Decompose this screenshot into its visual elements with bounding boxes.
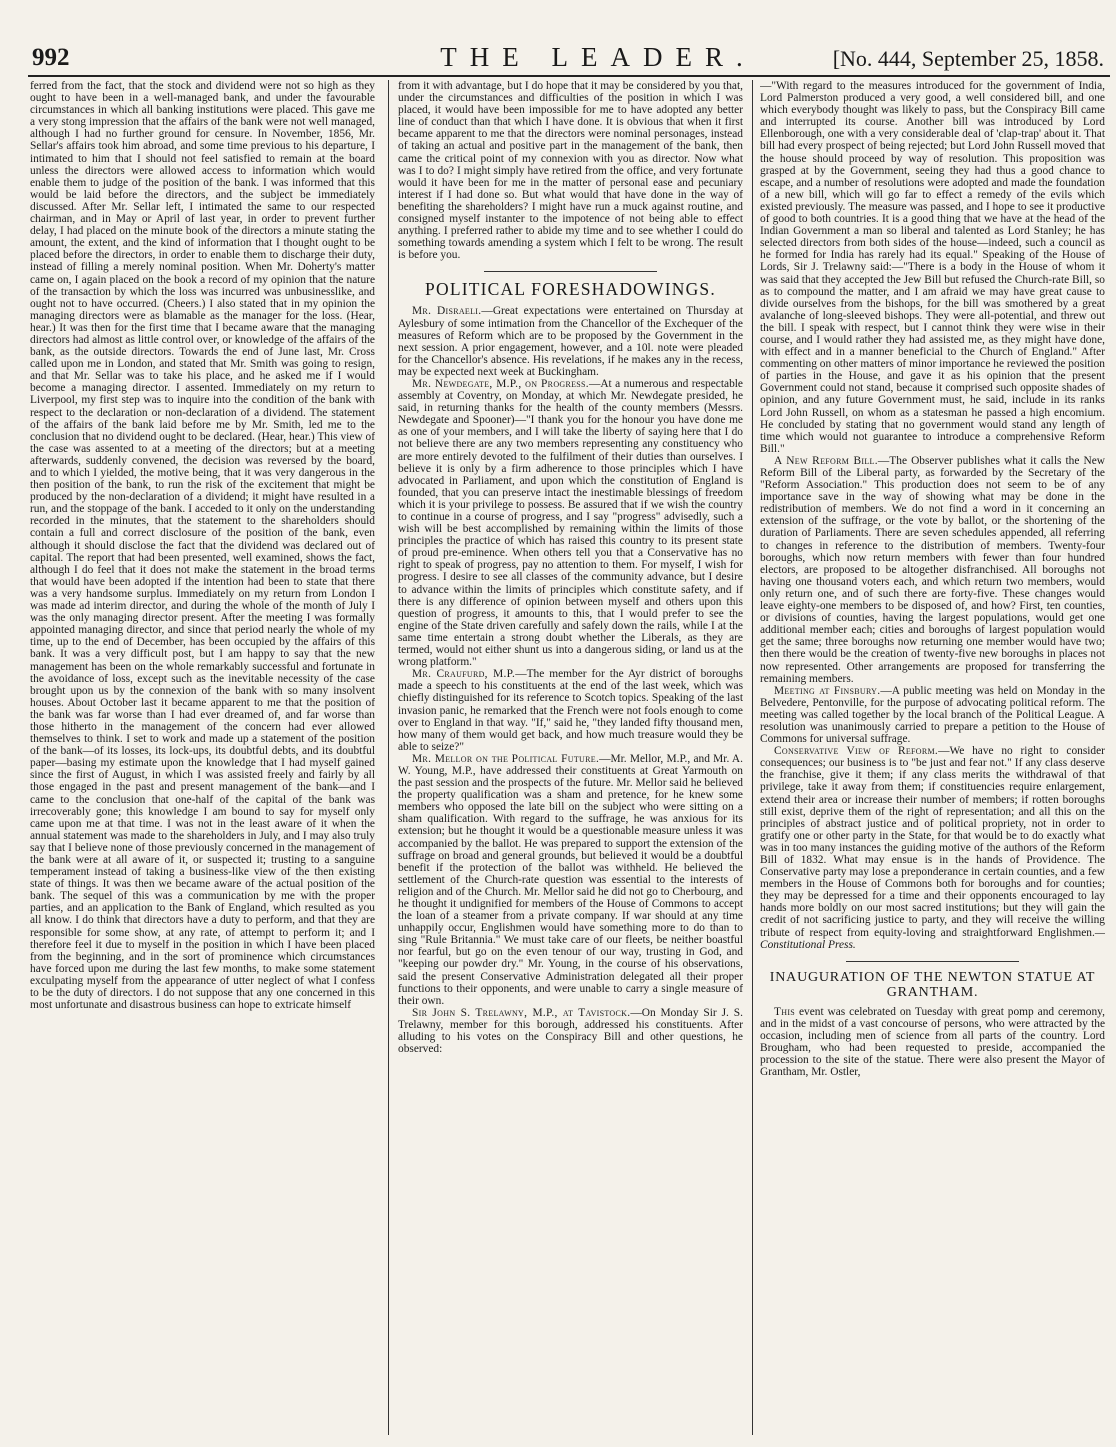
section-heading: INAUGURATION OF THE NEWTON STATUE AT GRANTHAM. xyxy=(769,969,1096,1000)
paragraph-text: —We have no right to consider consequences; our business is to "be just and fear not." If any class deserve the franchise, give it them; if any class merits the withdrawal of that privilege, take it away from them; if constituencies require enlargement, extend their area or increase their number of members; if rotten boroughs still exist, deprive them of the right of representation; and all this on the principles of abstract justice and of political propriety, not in order to gratify one or other party in the State, for that would be to do exactly what was in too many instances the guiding motive of the authors of the Reform Bill of 1832. What may ensue is in the hands of Providence. The Conservative party may lose a preponderance in certain counties, and a few members in the House of Commons both for boroughs and for counties; they may be depressed for a time and their opponents encouraged to lay hands more boldly on our most sacred institutions; but they will gain the credit of not sacrificing justice to party, and they will receive the willing tribute of respect from equity-loving and straightforward Englishmen. xyxy=(760,745,1105,939)
issue-info: [No. 444, September 25, 1858. xyxy=(832,46,1104,71)
paragraph-lead: Conservative View of Reform. xyxy=(774,745,939,758)
paragraph-lead: A New Reform Bill. xyxy=(774,454,878,467)
page-number: 992 xyxy=(32,44,70,71)
article-paragraph xyxy=(398,305,743,378)
body-paragraph: from it with advantage, but I do hope that it may be considered by you that, under the circumstances and difficulties of the position in which I was placed, it would have been impossible for me to have adopted any better line of conduct than that which I have done. It is obvious that when it first became apparent to me that the directors were nominal personages, instead of taking an actual and positive part in the management of the bank, then came the critical point of my connexion with you as director. Now what was I to do? I might simply have retired from the office, and very fortunate would it have been for me in the matter of personal ease and pecuniary interest if I had done so. But what would that have done in the way of benefiting the shareholders? I might have run a muck against routine, and consigned myself instanter to the impotence of not being able to effect anything. I preferred rather to abide my time and to see whether I could do something towards amending a system which I felt to be wrong. The result is before you. xyxy=(398,80,743,262)
section-heading: POLITICAL FORESHADOWINGS. xyxy=(425,279,716,300)
paragraph-lead: Mr. Newdegate, M.P., on Progress. xyxy=(412,377,589,390)
paragraph-lead: Mr. Disraeli. xyxy=(412,305,482,318)
paragraph-text: —Mr. Mellor, M.P., and Mr. A. W. Young, M.P., have addressed their constituents at Great Yarmouth on the past session and the prospects of the future. Mr. Mellor said he believed the property qualification was a sham and pretence, for he knew some members who opposed the late bill on the subject who were sitting on a sham qualification. With regard to the suffrage, he was anxious for its extension; but he thought it would be a questionable measure unless it was accompanied by the ballot. He was prepared to support the extension of the suffrage on broad and general grounds, but believed it would be a doubtful benefit if the protection of the ballot was withheld. He believed the settlement of the Church-rate question was essential to the interests of religion and of the Church. Mr. Mellor said he did not go to Cherbourg, and he thought it undignified for members of the House of Commons to accept the loan of a steamer from a private company. If war should at any time unhappily occur, Englishmen would have something more to do than to sing "Rule Britannia." We must take care of our fleets, be neither boastful nor fearful, but go on the even tenour of our way, trusting in God, and "keeping our powder dry." Mr. Young, in the course of his observations, said the present Conservative Administration delegated all their proper functions to their opponents, and were unable to carry a single measure of their own. xyxy=(398,752,743,1007)
article-paragraph xyxy=(760,745,1105,951)
paragraph-lead: Mr. Craufurd, M.P. xyxy=(412,668,516,681)
article-paragraph xyxy=(398,753,743,1007)
paragraph-text: —A public meeting was held on Monday in the Belvedere, Pentonville, for the purpose of advocating political reform. The meeting was called together by the local branch of the Political League. A resolution was unanimously carried to prepare a petition to the House of Commons for universal suffrage. xyxy=(760,684,1105,746)
page-header xyxy=(28,40,1108,74)
paragraph-lead: This xyxy=(774,1005,796,1018)
article-paragraph xyxy=(760,455,1105,685)
body-paragraph: ferred from the fact, that the stock and dividend were not so high as they ought to have been in a well-managed bank, and under the favourable circumstances in which all banking institutions were placed. This gave me a very stong impression that the affairs of the bank were not well managed, although I had no further ground for censure. In November, 1856, Mr. Sellar's affairs took him abroad, and some time previous to his departure, I intimated to him that I should not feel satisfied to remain at the board unless the directors were allowed access to information which would enable them to judge of the position of the bank. I was informed that this would be laid before the directors, and the subject be immediately discussed. After Mr. Sellar left, I intimated the same to our respected chairman, and in May or April of last year, in order to prevent further delay, I had placed on the minute book of the directors a minute stating the amount, the extent, and the kind of information that I thought ought to be placed before the directors, in order to enable them to discharge their duty, instead of filling a merely nominal position. When Mr. Doherty's matter came on, I again placed on the book a record of my opinion that the nature of the transaction by which the loss was incurred was unbusinesslike, and ought not to have occurred. (Cheers.) I also stated that in my opinion the managing directors were as blamable as the manager for the loss. (Hear, hear.) It was then for the first time that I became aware that the managing directors had almost as little control over, or knowledge of the affairs of the bank, as the outside directors. Towards the end of June last, Mr. Cross called upon me in London, and stated that Mr. Smith was going to resign, and that Mr. Sellar was to take his place, and he asked me if I would become a managing director. I assented. Immediately on my return to Liverpool, my first step was to inquire into the condition of the bank with respect to the declaration or non-declaration of a dividend. The statement of the affairs of the bank laid before me by Mr. Smith, led me to the conclusion that no dividend ought to be declared. (Hear, hear.) This view of the case was assented to at a meeting of the directors; but at a meeting afterwards, suddenly convened, the decision was reversed by the board, and to which I yielded, the motive being, that it was very dangerous in the then position of the bank, to run the risk of the excitement that might be produced by the non-declaration of a dividend; it might have resulted in a run, and the stoppage of the bank. I acceded to it only on the understanding recorded in the minutes, that the statement to the shareholders should contain a full and correct disclosure of the position of the bank, even although it should disclose the fact that the dividend was declared out of capital. The report that had been presented, well examined, shows the fact, although I do feel that it does not make the statement in the broad terms that would have been adopted if the intention had been to state that there was a very handsome surplus. Immediately on my return from London I was made ad interim director, and during the whole of the month of July I was the only managing director present. After the meeting I was formally appointed managing director, and since that period nearly the whole of my time, up to the end of December, has been occupied by the affairs of this bank. It was a very difficult post, but I am happy to say that the new management has been on the whole remarkably successful and fortunate in the avoidance of loss, except such as the inevitable necessity of the case brought upon us by the connexion of the bank with so many insolvent houses. About October last it became apparent to me that the position of the bank was far worse than I had ever dreamed of, and far worse than those hitherto in the management of the concern had ever allowed themselves to think. I set to work and made up a statement of the position of the bank—of its losses, its lock-ups, its doubtful debts, and its doubtful paper—basing my estimate upon the knowledge that I had myself gained since the first of August, in which I was assisted freely and fairly by all those engaged in the past and present management of the bank—and I came to the conclusion that one-half of the capital of the bank was irrecoverably gone; this knowledge I am bound to say for myself only came upon me at that time. I was not in the least aware of it when the annual statement was made to the shareholders in July, and I may also truly say that I believe none of those previously concerned in the management of the bank were at all aware of it, or suspected it; trusting to a sanguine temperament instead of taking a business-like view of the then existing state of things. It was then we became aware of the actual position of the bank. The sequel of this was a communication by me with the proper parties, and an application to the Bank of England, which resulted as you all know. I do think that directors have a duty to perform, and that they are responsible for some show, at any rate, of attempt to perform it; and I therefore feel it due to myself in the position in which I have been placed from the beginning, and in the sort of prominence which circumstances have forced upon me during the last few months, to make some statement exculpating myself from the appearance of utter neglect of what I confess to be the duty of directors. I do not suppose that any one concerned in this most unfortunate and disastrous business can hope to extricate himself xyxy=(30,80,375,1012)
section-rule xyxy=(484,271,657,272)
column-3 xyxy=(760,80,1105,1440)
paragraph-text: —On Monday Sir J. S. Trelawny, member for this borough, addressed his constituents. After alluding to his votes on the Conspiracy Bill and other questions, he observed: xyxy=(398,1006,743,1056)
newspaper-title: THE LEADER. xyxy=(440,42,756,72)
paragraph-text: event was celebrated on Tuesday with great pomp and ceremony, and in the midst of a vast concourse of persons, who were attracted by the occasion, including men of science from all parts of the country. Lord Brougham, who had been requested to preside, accompanied the procession to the site of the statue. There were also present the Mayor of Grantham, Mr. Ostler, xyxy=(760,1005,1105,1079)
article-paragraph xyxy=(760,1006,1105,1079)
article-paragraph xyxy=(398,1007,743,1055)
body-paragraph: —"With regard to the measures introduced for the government of India, Lord Palmerston produced a very good, a well considered bill, and one which everybody thought was likely to pass, but the Conspiracy Bill came and interrupted its course. Another bill was introduced by Lord Ellenborough, one with a very considerable deal of 'clap-trap' about it. That bill had every prospect of being rejected; but Lord John Russell moved that the house should proceed by way of resolution. This proposition was grasped at by the Government, seeing they had thus a good chance to escape, and a number of resolutions were adopted and made the foundation of a new bill, which will go far to effect a remedy of the evils which existed previously. The measure was passed, and I hope to see it productive of good to both countries. It is a good thing that we have at the head of the Indian Government a man so liberal and talented as Lord Stanley; he has selected directors from both sides of the house—indeed, such a council as he formed for India has rarely had its equal." Speaking of the House of Lords, Sir J. Trelawny said:—"There is a body in the House of whom it was said that they accepted the Jew Bill but refused the Church-rate Bill, so as to compound the matter, and I am afraid we may have great cause to divide ourselves from the bishops, for the bill was smothered by a great avalanche of long-sleeved bishops. They were all-potential, and threw out the bill. I speak with respect, but I cannot think they were wise in their course, and I would rather they had assisted me, as they might have done, with effect and in a manner beneficial to the Church of England." After commenting on other matters of minor importance he reviewed the position of parties in the House, and gave it as his opinion that the present Government could not stand, because it comprised such opposite shades of opinion, and any future Government must, he said, include in its ranks Lord John Russell, on whom as a statesman he passed a high encomium. He concluded by stating that no government would stand any length of time which would not guarantee to introduce a comprehensive Reform Bill." xyxy=(760,80,1105,455)
column-divider xyxy=(388,80,389,1435)
paragraph-lead: Mr. Mellor on the Political Future. xyxy=(412,752,600,765)
article-paragraph xyxy=(398,668,743,753)
paragraph-text: —Great expectations were entertained on Thursday at Aylesbury of some intimation from the Chancellor of the Exchequer of the measures of Reform which are to be proposed by the Government in the next session. A prior engagement, however, and a 10l. note were pleaded for the Chancellor's absence. His revelations, if he makes any in the recess, may be expected next week at Buckingham. xyxy=(398,305,743,378)
source-attribution: —Constitutional Press. xyxy=(760,926,1105,951)
paragraph-text: —The Observer publishes what it calls the New Reform Bill of the Liberal party, as forwarded by the Secretary of the "Reform Association." This production does not seem to be of any importance save in the way of showing what may be done in the redistribution of members. We do not find a word in it concerning an extension of the suffrage, or the vote by ballot, or the shortening of the duration of Parliaments. There are seven schedules appended, all referring to changes in reference to the distribution of members. Twenty-four boroughs, which now return members with fewer than four hundred electors, are proposed to be altogether disfranchised. All boroughs not having one thousand voters each, and which return two members, would only return one, and of such there are forty-five. These changes would leave eighty-one members to be disposed of, and how? First, ten counties, or divisions of counties, having the largest populations, would get one additional member each; cities and boroughs of largest population would get the same; three boroughs now returning one member would have two; then there would be the creation of twenty-five new boroughs in places not now represented. Other arrangements are proposed for transferring the remaining members. xyxy=(760,454,1105,685)
paragraph-text: —The member for the Ayr district of boroughs made a speech to his constituents at the end of the last week, which was chiefly distinguished for its reference to Scotch topics. Speaking of the last invasion panic, he remarked that the French were not fools enough to come over to England in that way. "If," said he, "they landed fifty thousand men, how many of them would get back, and how much treasure would they be able to seize?" xyxy=(398,668,743,753)
section-rule xyxy=(846,961,1019,962)
header-rule xyxy=(28,75,1110,77)
article-paragraph xyxy=(760,685,1105,745)
article-paragraph xyxy=(398,378,743,668)
column-divider xyxy=(752,80,753,1435)
paragraph-lead: Meeting at Finsbury. xyxy=(774,684,881,697)
column-1 xyxy=(30,80,375,1440)
column-2 xyxy=(398,80,743,1440)
paragraph-lead: Sir John S. Trelawny, M.P., at Tavistock. xyxy=(412,1006,631,1019)
paragraph-text: —At a numerous and respectable assembly at Coventry, on Monday, at which Mr. Newdegate presided, he said, in returning thanks for the health of the county members (Messrs. Newdegate and Spooner)—"I thank you for the honour you have done me as one of your members, and I will take the liberty of saying here that I do not believe there are any two members representing any constituency who are more entirely devoted to the fulfilment of their duties than ourselves. I believe it is only by a firm adherence to those principles which I have advocated in Parliament, and upon which the constitution of England is founded, that you can preserve intact the inestimable blessings of freedom which it is your privilege to possess. Be assured that if we wish the country to continue in a course of progress, and I say "progress" advisedly, such a wish will be best accomplished by remaining within the limits of those principles the practice of which has raised this country to its present state of proud pre-eminence. When others tell you that a Conservative has no right to speak of progress, pay no attention to them. For myself, I wish for progress. I desire to see all classes of the community advance, but I desire to advance within the limits of principles which constitute safety, and if there is any difference of opinion between myself and others upon this question of progress, it amounts to this, that I would prefer to see the engine of the State driven carefully and safely down the rails, while I at the same time entertain a strong doubt whether the Liberals, as they are termed, would not either shunt us into a dangerous siding, or land us at the wrong platform." xyxy=(398,377,743,669)
